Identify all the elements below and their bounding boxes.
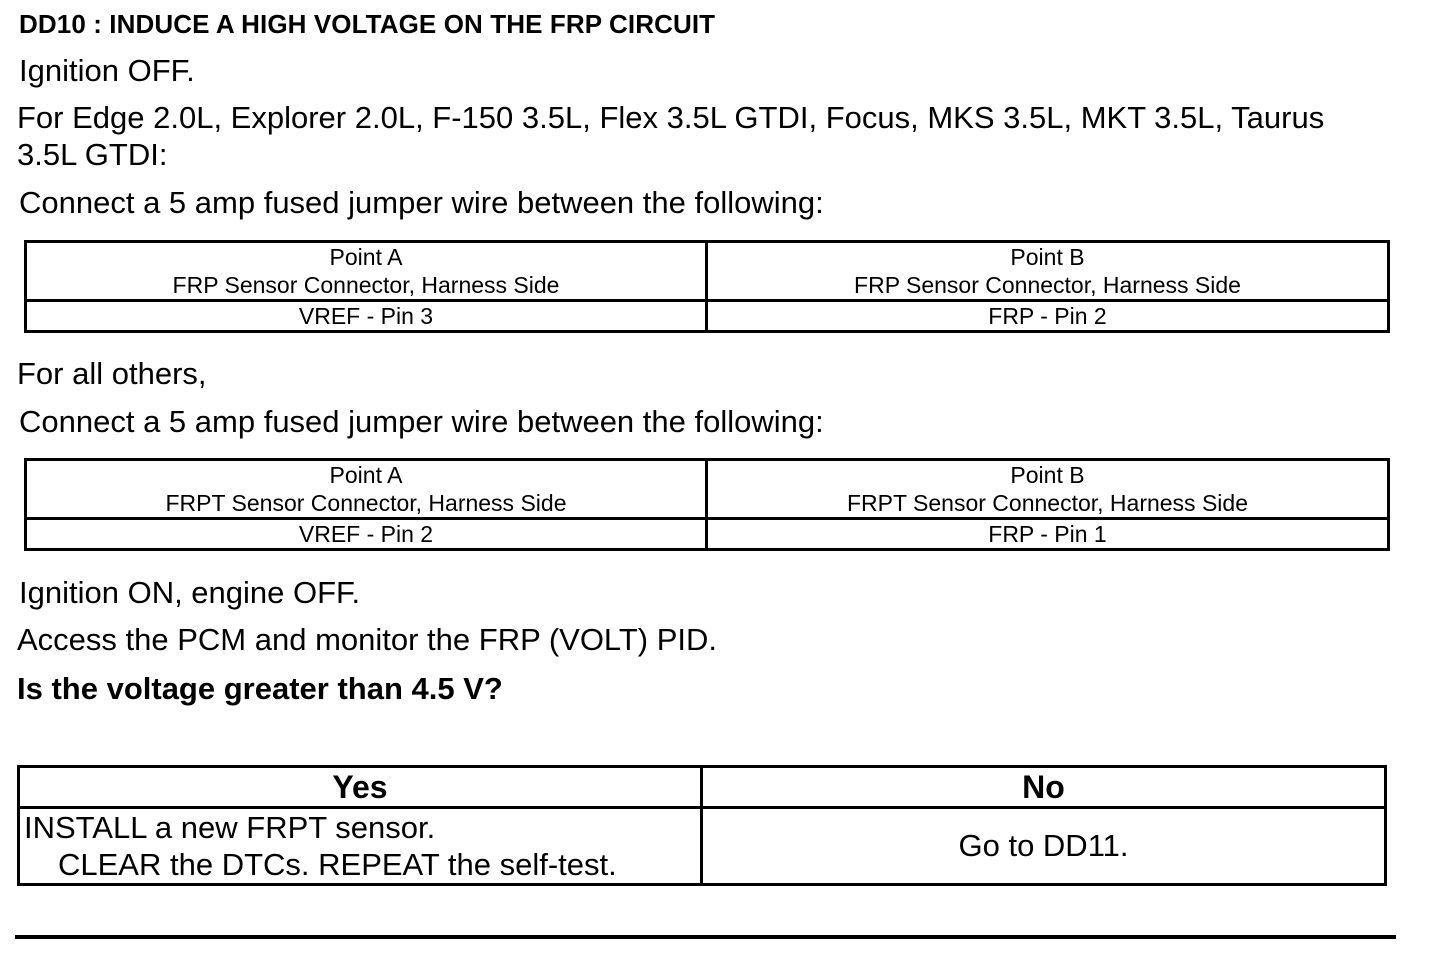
step-all-others: For all others, [17,356,207,391]
table-1-point-a-title: Point A [329,244,403,270]
bottom-divider [15,935,1396,939]
result-yes-cell [19,808,702,885]
page-title: DD10 : INDUCE A HIGH VOLTAGE ON THE FRP CIRCUIT [19,9,716,39]
result-yes-header: Yes [19,767,702,808]
table-1-point-b-desc: FRP Sensor Connector, Harness Side [854,272,1241,298]
step-ignition-off: Ignition OFF. [19,53,195,88]
jumper-table-2 [24,458,1390,551]
table-1-point-a-header [26,242,707,301]
step-vehicles-applicable: For Edge 2.0L, Explorer 2.0L, F-150 3.5L, Flex 3.5L GTDI, Focus, MKS 3.5L, MKT 3.5L, Taurus 3.5L GTDI: [17,100,1325,172]
table-1-point-b-value: FRP - Pin 2 [707,301,1389,332]
step-connect-jumper-1: Connect a 5 amp fused jumper wire between the following: [19,185,824,220]
table-2-point-a-value: VREF - Pin 2 [26,519,707,550]
table-1-point-a-value: VREF - Pin 3 [26,301,707,332]
table-1-point-b-title: Point B [1010,244,1085,270]
result-no-action: Go to DD11. [702,808,1386,885]
step-connect-jumper-2: Connect a 5 amp fused jumper wire between the following: [19,404,824,439]
table-1-point-b-header [707,242,1389,301]
result-table [17,765,1387,886]
result-yes-line-2: CLEAR the DTCs. REPEAT the self-test. [58,847,617,882]
table-2-point-b-title: Point B [1010,462,1085,488]
table-2-point-b-header [707,460,1389,519]
table-2-point-a-desc: FRPT Sensor Connector, Harness Side [165,490,567,516]
step-access-pcm: Access the PCM and monitor the FRP (VOLT) PID. [17,622,718,657]
table-2-point-b-desc: FRPT Sensor Connector, Harness Side [847,490,1248,516]
table-2-point-a-header [26,460,707,519]
step-question: Is the voltage greater than 4.5 V? [17,671,503,706]
table-2-point-b-value: FRP - Pin 1 [707,519,1389,550]
result-no-header: No [702,767,1386,808]
table-1-point-a-desc: FRP Sensor Connector, Harness Side [172,272,560,298]
table-2-point-a-title: Point A [329,462,403,488]
result-yes-line-1: INSTALL a new FRPT sensor. [24,810,436,845]
step-ignition-on: Ignition ON, engine OFF. [19,575,361,610]
jumper-table-1 [24,240,1390,333]
